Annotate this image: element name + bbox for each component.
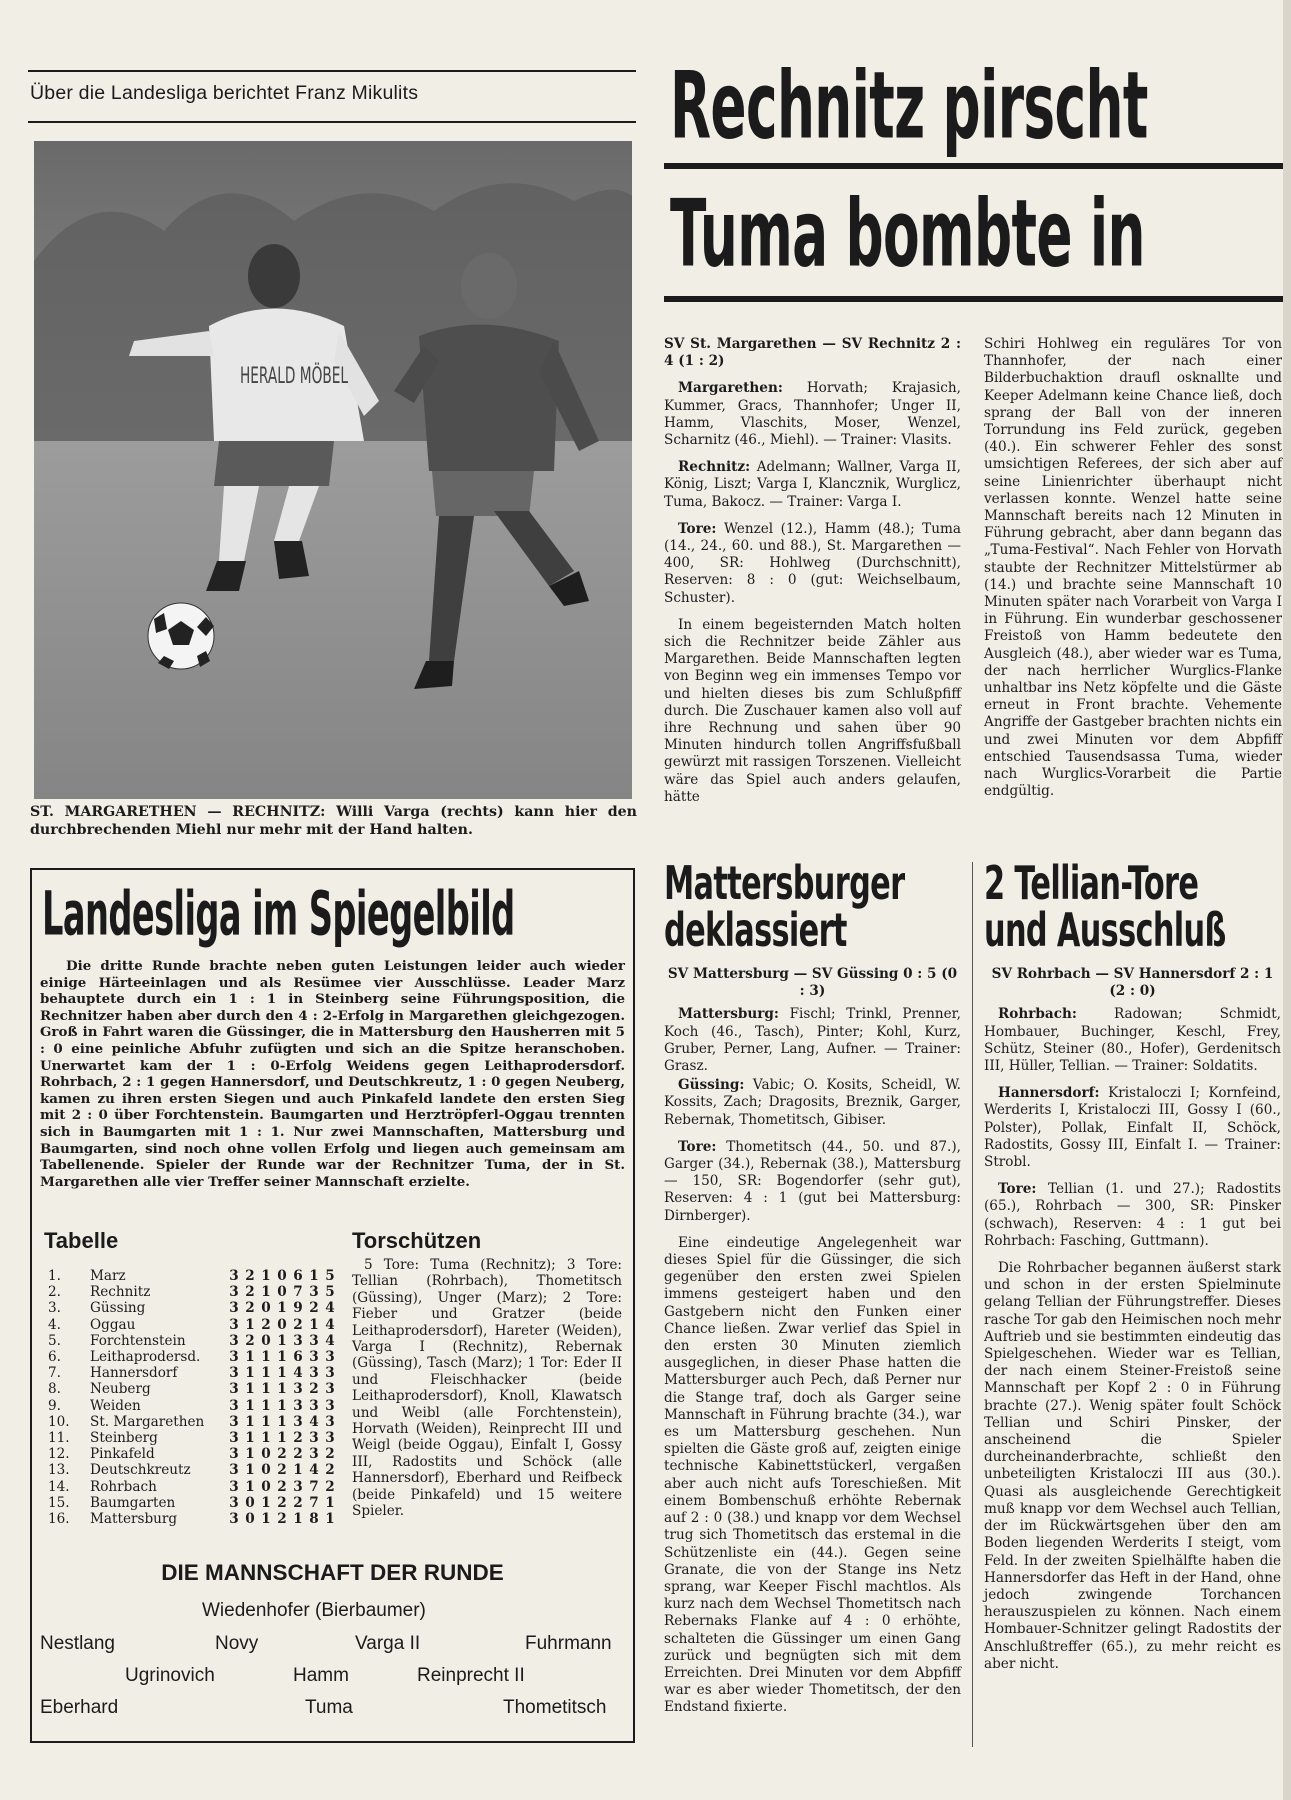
table-gf: 7	[293, 1284, 303, 1301]
table-d: 1	[261, 1430, 271, 1447]
headline-rule	[664, 163, 1283, 169]
tellian-report: Die Rohrbacher begannen äußerst stark und schon in der ersten Spielminute gelang Tellian der Führungstreffer. Dieses rasche Tor gab den Heimischen noch mehr Auftrieb und sie bestimmten eindeutig das Spielgeschehen. Wieder war es Tellian, der nach einem Steiner-Freistoß seine Mannschaft per Kopf 2 : 0 in Führung brachte (27.). Wenig später foult Schöck Tellian und Schiri Pinsker, der anscheinend die Spieler durcheinanderbrachte, schließt den unbeteiligten Kristaloczi III aus (30.). Quasi als ausgleichende Gerechtigkeit muß knapp vor dem Wechsel auch Tellian, der im Rückwärtsgehen über den am Boden liegenden Werderits I steigt, vom Feld. In der zweiten Spielhälfte haben die Hannersdorfer das Heft in der Hand, ohne jedoch zwingende Torchancen herauszuspielen zu können. Nach einem Hombauer-Schnitzer gelingt Radostits der Anschlußtreffer (65.), zu mehr reicht es aber nicht.	[984, 1260, 1281, 1672]
table-g: 3	[229, 1446, 239, 1463]
table-gf: 2	[293, 1446, 303, 1463]
main-article-col-2	[984, 336, 1282, 810]
mattersburg-home-lineup: Fischl; Trinkl, Prenner, Koch (46., Tasch), Pinter; Kohl, Kurz, Gruber, Perner, Lang, Aufner. — Trainer: Grasz.	[664, 1006, 961, 1075]
table-row	[48, 1462, 348, 1478]
table-pts: 5	[325, 1284, 335, 1301]
table-w: 1	[245, 1478, 255, 1495]
table-l: 0	[277, 1284, 287, 1301]
table-g: 3	[229, 1365, 239, 1382]
table-d: 1	[261, 1413, 271, 1430]
table-gf: 1	[293, 1462, 303, 1479]
table-ga: 7	[309, 1478, 319, 1495]
team-defender-3: Varga II	[355, 1633, 421, 1654]
table-team: Rechnitz	[90, 1284, 151, 1301]
table-pts: 3	[325, 1349, 335, 1366]
table-w: 1	[245, 1397, 255, 1414]
table-l: 2	[277, 1511, 287, 1528]
table-position: 7.	[48, 1365, 61, 1382]
table-l: 1	[277, 1397, 287, 1414]
table-team: Pinkafeld	[90, 1446, 155, 1463]
table-team: Deutschkreutz	[90, 1462, 191, 1479]
table-g: 3	[229, 1284, 239, 1301]
table-w: 2	[245, 1268, 255, 1284]
table-row	[48, 1446, 348, 1462]
table-row	[48, 1365, 348, 1381]
table-gf: 3	[293, 1332, 303, 1349]
headline-line-1: Rechnitz pirscht	[670, 58, 1148, 160]
table-row	[48, 1511, 348, 1527]
table-position: 11.	[48, 1430, 70, 1447]
table-g: 3	[229, 1397, 239, 1414]
headline-rule-bottom	[664, 296, 1283, 302]
tellian-home-label: Rohrbach:	[998, 1006, 1077, 1023]
table-d: 0	[261, 1332, 271, 1349]
table-row	[48, 1333, 348, 1349]
table-l: 1	[277, 1413, 287, 1430]
table-position: 1.	[48, 1268, 61, 1284]
team-midfielder-3: Reinprecht II	[417, 1665, 525, 1686]
table-g: 3	[229, 1494, 239, 1511]
table-pts: 4	[325, 1300, 335, 1317]
mattersburg-goals-label: Tore:	[678, 1138, 717, 1155]
mattersburg-goals: Thometitsch (44., 50. und 87.), Garger (34.), Rebernak (38.), Mattersburg — 150, SR: Bogendorfer (sehr gut), Reserven: 4 : 1 (gut bei Mattersburg: Dirnberger).	[664, 1138, 961, 1224]
table-l: 1	[277, 1430, 287, 1447]
main-away-label: Rechnitz:	[678, 459, 751, 476]
table-g: 3	[229, 1430, 239, 1447]
mattersburg-headline-2: deklassiert	[664, 903, 847, 957]
table-ga: 3	[309, 1430, 319, 1447]
table-position: 9.	[48, 1397, 61, 1414]
team-attacker-1: Eberhard	[40, 1697, 119, 1718]
table-w: 2	[245, 1300, 255, 1317]
table-d: 1	[261, 1494, 271, 1511]
team-midfielder-1: Ugrinovich	[125, 1665, 215, 1686]
headline-line-2: Tuma bombte in	[670, 180, 1145, 288]
table-gf: 3	[293, 1413, 303, 1430]
table-team: Weiden	[90, 1397, 141, 1414]
table-ga: 3	[309, 1446, 319, 1463]
table-team: Leithaprodersd.	[90, 1349, 201, 1366]
table-pts: 1	[325, 1511, 335, 1528]
table-pts: 5	[325, 1268, 335, 1284]
table-position: 16.	[48, 1511, 70, 1528]
table-d: 1	[261, 1397, 271, 1414]
mattersburg-away-label: Güssing:	[678, 1077, 745, 1094]
mattersburg-match-result: SV Mattersburg — SV Güssing 0 : 5 (0 : 3)	[667, 966, 958, 1000]
table-gf: 2	[293, 1316, 303, 1333]
headline-block	[664, 58, 1283, 308]
table-team: Hannersdorf	[90, 1365, 178, 1382]
top-rule-left-lower	[28, 121, 636, 123]
table-heading: Tabelle	[44, 1228, 119, 1253]
page-edge	[1283, 0, 1291, 1800]
tellian-headline-wrap	[984, 862, 1283, 962]
table-w: 1	[245, 1316, 255, 1333]
table-l: 1	[277, 1300, 287, 1317]
photo-caption-text: ST. MARGARETHEN — RECHNITZ: Willi Varga (rechts) kann hier den durchbrechenden Miehl nur mehr mit der Hand halten.	[30, 804, 637, 838]
table-d: 1	[261, 1365, 271, 1382]
photo-caption	[30, 803, 637, 839]
table-gf: 1	[293, 1511, 303, 1528]
table-gf: 6	[293, 1268, 303, 1284]
main-match-result: SV St. Margarethen — SV Rechnitz 2 : 4 (1 : 2)	[664, 336, 961, 370]
table-pts: 3	[325, 1381, 335, 1398]
table-l: 1	[277, 1332, 287, 1349]
team-defender-4: Fuhrmann	[525, 1633, 612, 1654]
table-position: 14.	[48, 1478, 70, 1495]
table-position: 2.	[48, 1284, 61, 1301]
main-article-col-1	[664, 336, 961, 816]
table-ga: 3	[309, 1349, 319, 1366]
table-w: 1	[245, 1413, 255, 1430]
table-d: 0	[261, 1478, 271, 1495]
table-l: 2	[277, 1494, 287, 1511]
table-row	[48, 1430, 348, 1446]
main-goals-label: Tore:	[678, 520, 717, 537]
table-row	[48, 1317, 348, 1333]
table-pts: 3	[325, 1397, 335, 1414]
tellian-divider	[972, 862, 973, 1747]
shirt-text: HERALD MÖBEL	[240, 364, 414, 389]
table-l: 1	[277, 1365, 287, 1382]
table-l: 2	[277, 1478, 287, 1495]
spiegelbild-intro	[40, 958, 625, 1190]
table-gf: 3	[293, 1397, 303, 1414]
table-w: 1	[245, 1430, 255, 1447]
table-team: Marz	[90, 1268, 126, 1284]
tellian-match-result: SV Rohrbach — SV Hannersdorf 2 : 1 (2 : 0)	[991, 966, 1274, 1000]
table-w: 2	[245, 1332, 255, 1349]
table-g: 3	[229, 1300, 239, 1317]
table-position: 8.	[48, 1381, 61, 1398]
table-d: 1	[261, 1284, 271, 1301]
table-position: 5.	[48, 1332, 61, 1349]
table-team: St. Margarethen	[90, 1413, 205, 1430]
table-gf: 3	[293, 1478, 303, 1495]
football	[148, 603, 214, 669]
table-team: Steinberg	[90, 1430, 158, 1447]
table-pts: 4	[325, 1316, 335, 1333]
table-d: 0	[261, 1462, 271, 1479]
table-ga: 3	[309, 1332, 319, 1349]
table-team: Oggau	[90, 1316, 136, 1333]
table-ga: 3	[309, 1365, 319, 1382]
table-g: 3	[229, 1349, 239, 1366]
table-position: 3.	[48, 1300, 61, 1317]
team-attacker-3: Thometitsch	[503, 1697, 607, 1718]
table-w: 0	[245, 1511, 255, 1528]
table-row	[48, 1349, 348, 1365]
table-l: 2	[277, 1446, 287, 1463]
table-d: 2	[261, 1316, 271, 1333]
table-d: 1	[261, 1349, 271, 1366]
table-row	[48, 1495, 348, 1511]
table-pts: 2	[325, 1478, 335, 1495]
table-row	[48, 1398, 348, 1414]
main-home-label: Margarethen:	[678, 380, 783, 397]
spiegelbild-intro-text: Die dritte Runde brachte neben guten Leistungen leider auch wieder einige Härteeinlagen und als Resümee vier Ausschlüsse. Leader Marz behauptete durch ein 1 : 1 in Steinberg seine Führungsposition, die Rechnitzer haben aber durch den 4 : 2-Erfolg in Margarethen gleichgezogen. Groß in Fahrt waren die Güssinger, die in Mattersburg den Hausherren mit 5 : 0 eine peinliche Abfuhr zufügten und sich an die Spitze heranschoben. Unerwartet kam der 1 : 0-Erfolg Weidens gegen Leithaprodersdorf. Rohrbach, 2 : 1 gegen Hannersdorf, und Deutschkreutz, 1 : 0 gegen Neuberg, kamen zu ihren ersten Siegen und auch Pinkafeld landete den ersten Sieg mit 2 : 0 über Forchtenstein. Baumgarten und Herztröpferl-Oggau trennten sich in Baumgarten mit 1 : 1. Nur zwei Mannschaften, Mattersburg und Baumgarten, sind noch ohne vollen Erfolg und liegen auch gemeinsam am Tabellenende. Spieler der Runde war der Rechnitzer Tuma, der in St. Margarethen alle vier Treffer seiner Mannschaft erzielte.	[40, 958, 625, 1190]
mattersburg-headline-1: Mattersburger	[664, 862, 905, 910]
table-position: 4.	[48, 1316, 61, 1333]
table-l: 1	[277, 1349, 287, 1366]
table-l: 1	[277, 1381, 287, 1398]
tellian-article	[984, 966, 1281, 1683]
table-ga: 1	[309, 1316, 319, 1333]
table-pts: 1	[325, 1494, 335, 1511]
table-l: 0	[277, 1316, 287, 1333]
table-row	[48, 1300, 348, 1316]
team-defender-2: Novy	[215, 1633, 259, 1654]
photo-illustration	[34, 141, 632, 799]
table-position: 10.	[48, 1413, 70, 1430]
table-team: Neuberg	[90, 1381, 151, 1398]
table-w: 1	[245, 1446, 255, 1463]
top-rule-left	[28, 70, 636, 72]
table-w: 0	[245, 1494, 255, 1511]
tellian-away-label: Hannersdorf:	[998, 1085, 1100, 1102]
tellian-headline-1: 2 Tellian-Tore	[984, 862, 1199, 910]
table-team: Baumgarten	[90, 1494, 176, 1511]
table-pts: 3	[325, 1413, 335, 1430]
table-w: 1	[245, 1462, 255, 1479]
table-ga: 3	[309, 1284, 319, 1301]
table-g: 3	[229, 1268, 239, 1284]
table-gf: 2	[293, 1494, 303, 1511]
table-ga: 4	[309, 1413, 319, 1430]
main-home-lineup: Horvath; Krajasich, Kummer, Gracs, Thannhofer; Unger II, Hamm, Vlaschits, Moser, Wenzel, Scharnitz (46., Miehl). — Trainer: Vlasits.	[664, 380, 961, 449]
mattersburg-headline-wrap	[664, 862, 964, 962]
table-pts: 4	[325, 1332, 335, 1349]
table-w: 1	[245, 1349, 255, 1366]
table-d: 1	[261, 1268, 271, 1284]
table-position: 12.	[48, 1446, 70, 1463]
table-row	[48, 1414, 348, 1430]
table-gf: 3	[293, 1381, 303, 1398]
team-attacker-2: Tuma	[305, 1697, 353, 1718]
table-gf: 9	[293, 1300, 303, 1317]
table-pts: 3	[325, 1430, 335, 1447]
table-row	[48, 1284, 348, 1300]
table-ga: 8	[309, 1511, 319, 1528]
table-d: 1	[261, 1381, 271, 1398]
tellian-headline-2: und Ausschluß	[984, 903, 1226, 957]
table-ga: 3	[309, 1397, 319, 1414]
tellian-goals-label: Tore:	[998, 1181, 1037, 1198]
table-w: 1	[245, 1365, 255, 1382]
table-ga: 2	[309, 1381, 319, 1398]
table-team: Güssing	[90, 1300, 146, 1317]
mattersburg-report: Eine eindeutige Angelegenheit war dieses Spiel für die Güssinger, die sich gegenüber den ersten zwei Spielen immens gesteigert haben und den Gastgebern nicht den Funken einer Chance ließen. Zwar verlief das Spiel in den ersten 30 Minuten ziemlich ausgeglichen, in dieser Phase hatten die Mattersburger auch Pech, daß Perner nur die Stange traf, doch als Garger seine Mannschaft in Führung brachte (34.), war es um Mattersburg geschehen. Nun spielten die Gäste groß auf, zeigten einige technische Kabinettstückerl, vergaßen aber auch nicht aufs Toreschießen. Mit einem Bombenschuß erhöhte Rebernak auf 2 : 0 (38.) und knapp vor dem Wechsel trug sich Thometitsch das erstemal in die Schützenliste ein (44.). Gegen seine Granate, die von der Stange ins Netz sprang, war Keeper Fischl machtlos. Als kurz nach dem Wechsel Thometitsch nach Rebernaks Flanke auf 4 : 0 erhöhte, schalteten die Güssinger um einen Gang zurück und begnügten sich mit dem Erreichten. Drei Minuten vor dem Abpfiff war es aber wieder Thometitsch, der den Endstand fixierte.	[664, 1234, 961, 1716]
main-report-p2: Schiri Hohlweg ein reguläres Tor von Thannhofer, der nach einer Bilderbuchaktion draufl osknallte und Keeper Adelmann keine Chance ließ, doch sprang der Ball von der inneren Torrundung ins Feld zurück, gegeben (40.). Ein schwerer Fehler des sonst umsichtigen Referees, der sich aber auf seine Linienrichter überhaupt nicht verlassen konnte. Wenzel hatte seine Mannschaft bereits nach 12 Minuten in Führung gebracht, aber dann begann das „Tuma-Festival“. Nach Fehler von Horvath staubte der Rechnitzer Mittelstürmer ab (14.) und brachte seine Mannschaft 10 Minuten später nach Vorarbeit von Varga I in Führung. Ein wunderbar geschossener Freistoß von Hamm bedeutete den Ausgleich (48.), aber wieder war es Tuma, der nach herrlicher Wurglics-Flanke unhaltbar ins Netz köpfelte und die Gäste erneut in Front brachte. Vehemente Angriffe der Gastgeber brachten nichts ein und zwei Minuten vor dem Abpfiff entschied Tausendsassa Tuma, wieder nach Wurglics-Vorarbeit die Partie endgültig.	[984, 336, 1282, 800]
table-g: 3	[229, 1332, 239, 1349]
table-w: 1	[245, 1381, 255, 1398]
table-pts: 2	[325, 1446, 335, 1463]
team-goalkeeper: Wiedenhofer (Bierbaumer)	[202, 1600, 426, 1621]
scorers-text: 5 Tore: Tuma (Rechnitz); 3 Tore: Tellian (Rohrbach), Thometitsch (Güssing), Unger (Marz); 2 Tore: Fieber und Gratzer (beide Leithaprodersdorf), Hareter (Weiden), Varga I (Rechnitz), Rebernak (Güssing), Tasch (Marz); 1 Tor: Eder II und Fleischhacker (beide Leithaprodersdorf), Knoll, Klawatsch und Weibl (alle Forchtenstein), Horvath (Weiden), Reinprecht III und Weigl (beide Oggau), Einfalt I, Gossy III, Radostits und Schöck (alle Hannersdorf), Eberhard und Reifbeck (beide Pinkafeld) und 15 weitere Spieler.	[352, 1257, 622, 1520]
table-team: Forchtenstein	[90, 1332, 186, 1349]
section-label: Über die Landesliga berichtet Franz Mikulits	[30, 82, 419, 104]
table-gf: 2	[293, 1430, 303, 1447]
team-of-round-heading: DIE MANNSCHAFT DER RUNDE	[161, 1560, 504, 1585]
main-away-lineup: Adelmann; Wallner, Varga II, König, Liszt; Varga I, Klancznik, Wurglicz, Tuma, Bakocz. — Trainer: Varga I.	[664, 459, 962, 510]
table-row	[48, 1381, 348, 1397]
table-team: Rohrbach	[90, 1478, 157, 1495]
spiegelbild-headline-wrap	[42, 882, 627, 952]
table-d: 1	[261, 1511, 271, 1528]
table-ga: 2	[309, 1300, 319, 1317]
table-d: 0	[261, 1300, 271, 1317]
mattersburg-away-lineup: Vabic; O. Kosits, Scheidl, W. Kossits, Zach; Dragosits, Breznik, Garger, Rebernak, Thometitsch, Gibiser.	[664, 1077, 961, 1128]
mattersburg-article	[664, 966, 961, 1727]
table-row	[48, 1268, 348, 1284]
table-g: 3	[229, 1316, 239, 1333]
table-l: 0	[277, 1268, 287, 1284]
table-ga: 4	[309, 1462, 319, 1479]
match-photo	[34, 141, 632, 799]
table-ga: 7	[309, 1494, 319, 1511]
tellian-home-lineup: Radowan; Schmidt, Hombauer, Buchinger, Keschl, Frey, Schütz, Steiner (80., Hofer), Gerdenitsch III, Hüller, Tellian. — Trainer: Soldatits.	[984, 1006, 1282, 1075]
table-row	[48, 1479, 348, 1495]
team-midfielder-2: Hamm	[293, 1665, 349, 1686]
table-d: 0	[261, 1446, 271, 1463]
main-report-p1: In einem begeisternden Match holten sich die Rechnitzer beide Zähler aus Margarethen. Beide Mannschaften legten von Beginn weg ein immenses Tempo vor und hielten dieses bis zum Schlußpfiff durch. Die Zuschauer kamen also voll auf ihre Rechnung und sahen über 90 Minuten hindurch tollen Angriffsfußball gewürzt mit rassigen Torszenen. Vielleicht wäre das Spiel auch anders gelaufen, hätte	[664, 616, 961, 805]
table-g: 3	[229, 1381, 239, 1398]
table-gf: 6	[293, 1349, 303, 1366]
table-pts: 2	[325, 1462, 335, 1479]
table-pts: 3	[325, 1365, 335, 1382]
table-w: 2	[245, 1284, 255, 1301]
scorers-list	[352, 1257, 622, 1520]
main-goals: Wenzel (12.), Hamm (48.); Tuma (14., 24., 60. und 88.), St. Margarethen — 400, SR: Hohlweg (Durchschnitt), Reserven: 8 : 0 (gut: Weichselbaum, Schuster).	[664, 520, 961, 606]
table-ga: 1	[309, 1268, 319, 1284]
team-defender-1: Nestlang	[40, 1633, 115, 1654]
table-position: 13.	[48, 1462, 70, 1479]
spiegelbild-headline: Landesliga im Spiegelbild	[42, 882, 515, 950]
table-team: Mattersburg	[90, 1511, 178, 1528]
table-g: 3	[229, 1478, 239, 1495]
mattersburg-home-label: Mattersburg:	[678, 1006, 779, 1023]
table-g: 3	[229, 1511, 239, 1528]
table-g: 3	[229, 1413, 239, 1430]
league-table	[48, 1268, 348, 1527]
tellian-goals: Tellian (1. und 27.); Radostits (65.), Rohrbach — 300, SR: Pinsker (schwach), Reserven: 4 : 1 gut bei Rohrbach: Fasching, Guttmann).	[984, 1181, 1281, 1249]
tellian-away-lineup: Kristaloczi I; Kornfeind, Werderits I, Kristaloczi III, Gossy I (60., Polster), Pollak, Einfalt II, Schöck, Radostits, Gossy III, Einfalt I. — Trainer: Strobl.	[984, 1085, 1281, 1171]
table-g: 3	[229, 1462, 239, 1479]
table-position: 15.	[48, 1494, 70, 1511]
scorers-heading: Torschützen	[352, 1228, 482, 1253]
table-l: 2	[277, 1462, 287, 1479]
table-position: 6.	[48, 1349, 61, 1366]
table-gf: 4	[293, 1365, 303, 1382]
